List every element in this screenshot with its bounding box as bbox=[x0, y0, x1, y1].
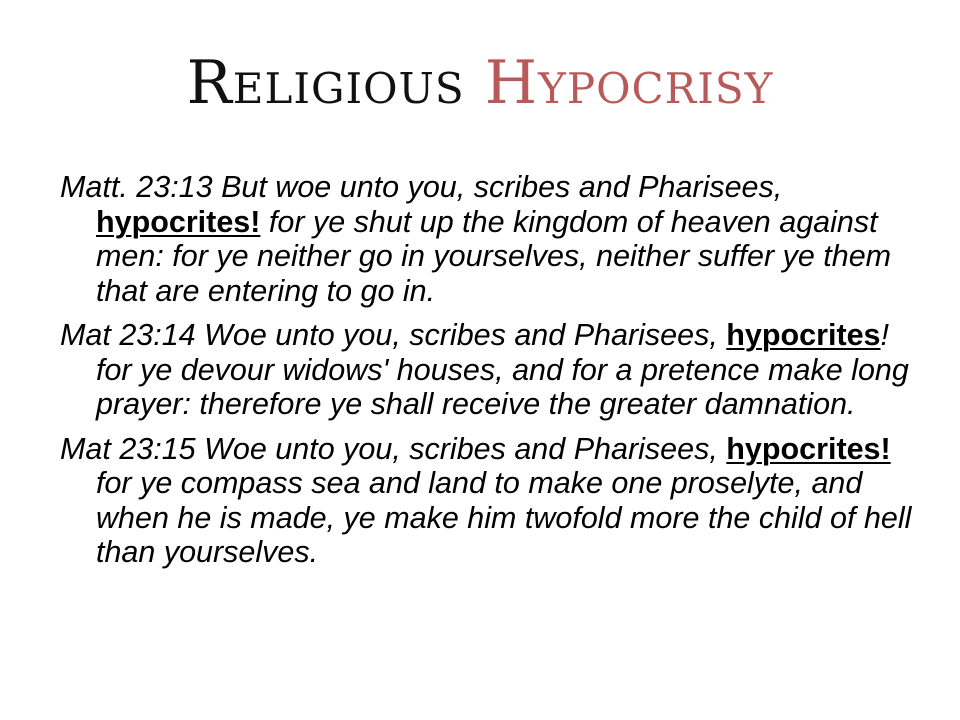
verse-rest: ! for ye devour widows' houses, and for a pretence make long prayer: therefore ye shall receive the greater damnation. bbox=[96, 318, 909, 421]
verse-lead: Matt. 23:13 But woe unto you, scribes and Pharisees, bbox=[60, 170, 783, 204]
verse-highlight: hypocrites! bbox=[96, 204, 261, 239]
verse-lead: Mat 23:14 Woe unto you, scribes and Pharisees, bbox=[60, 318, 727, 352]
slide-title bbox=[0, 48, 960, 118]
verse-highlight: hypocrites! bbox=[726, 431, 891, 466]
verse-matt-23-14 bbox=[60, 318, 920, 422]
verse-highlight: hypocrites bbox=[726, 318, 881, 352]
verse-lead: Mat 23:15 Woe unto you, scribes and Pharisees, bbox=[60, 431, 727, 466]
verse-rest: for ye compass sea and land to make one proselyte, and when he is made, ye make him twofold more the child of hell than yourselves. bbox=[96, 466, 912, 569]
verse-rest: for ye shut up the kingdom of heaven against men: for ye neither go in yourselves, neither suffer ye them that are entering to go in. bbox=[96, 204, 892, 308]
verse-list bbox=[60, 170, 920, 580]
title-word-hypocrisy: Hypocrisy bbox=[484, 48, 774, 118]
verse-matt-23-15 bbox=[60, 432, 920, 570]
verse-matt-23-13 bbox=[60, 170, 920, 308]
title-word-religious: Religious bbox=[186, 48, 465, 118]
